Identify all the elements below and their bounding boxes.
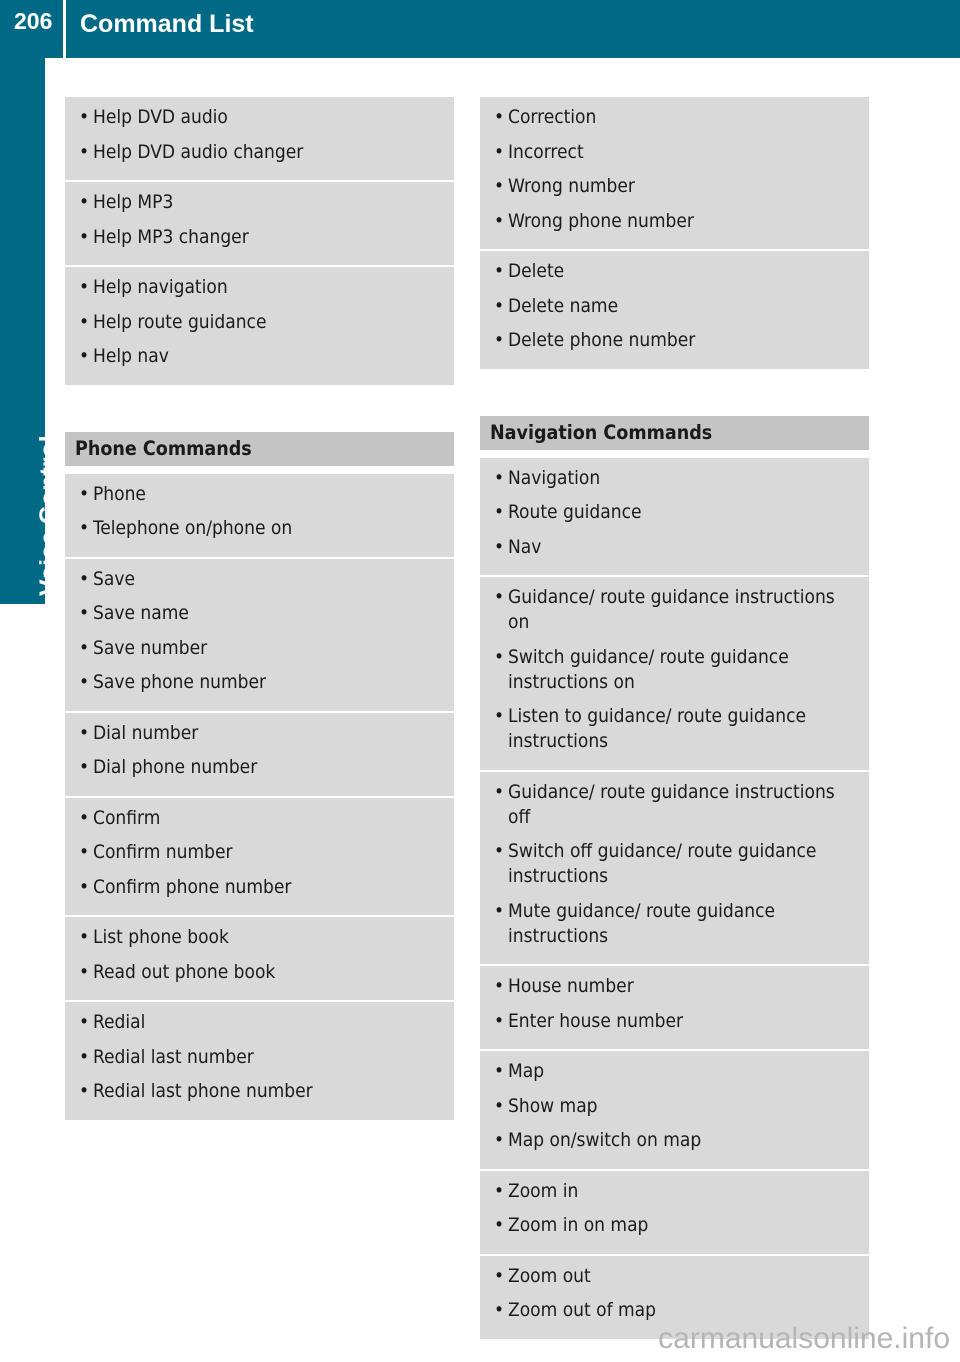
command-box (65, 798, 454, 918)
command-item: • Zoom out (492, 1264, 857, 1289)
command-box (65, 97, 454, 182)
command-box (480, 458, 869, 578)
command-item: • Read out phone book (77, 960, 442, 985)
command-box (65, 917, 454, 1002)
command-item: • Help DVD audio changer (77, 140, 442, 165)
page-title: Command List (80, 10, 254, 38)
command-box (480, 577, 869, 772)
command-item: • Confirm phone number (77, 875, 442, 900)
command-item: • Navigation (492, 466, 857, 491)
page-header (0, 0, 960, 58)
command-item: • House number (492, 974, 857, 999)
right-column (480, 97, 869, 1341)
command-item: • Route guidance (492, 500, 857, 525)
command-item: • Help nav (77, 344, 442, 369)
command-box (480, 97, 869, 251)
phone-commands-heading: Phone Commands (65, 432, 454, 466)
command-item: • Zoom in (492, 1179, 857, 1204)
command-item: • Save phone number (77, 670, 442, 695)
command-item: • List phone book (77, 925, 442, 950)
command-item: • Delete phone number (492, 328, 857, 353)
command-item: • Help MP3 (77, 190, 442, 215)
command-item: • Switch off guidance/ route guidance instructions (492, 839, 857, 889)
command-item: • Switch guidance/ route guidance instructions on (492, 645, 857, 695)
watermark: carmanualsonline.info (658, 1322, 950, 1355)
command-item: • Map on/switch on map (492, 1128, 857, 1153)
command-box (480, 966, 869, 1051)
header-divider (63, 0, 66, 58)
page-number: 206 (14, 8, 53, 34)
command-item: • Delete (492, 259, 857, 284)
command-item: • Dial number (77, 721, 442, 746)
right-command-boxes (480, 97, 869, 371)
command-item: • Confirm (77, 806, 442, 831)
command-item: • Nav (492, 535, 857, 560)
command-item: • Phone (77, 482, 442, 507)
command-item: • Guidance/ route guidance instructions off (492, 780, 857, 830)
command-box (65, 1002, 454, 1122)
command-item: • Telephone on/phone on (77, 516, 442, 541)
command-item: • Incorrect (492, 140, 857, 165)
left-command-boxes (65, 97, 454, 387)
command-item: • Zoom out of map (492, 1298, 857, 1323)
side-tab-label: Voice Control (35, 435, 63, 596)
command-box (65, 713, 454, 798)
command-box (65, 182, 454, 267)
command-item: • Help navigation (77, 275, 442, 300)
left-column (65, 97, 454, 1122)
command-box (65, 559, 454, 713)
side-tab (0, 58, 63, 604)
command-item: • Help MP3 changer (77, 225, 442, 250)
command-item: • Help DVD audio (77, 105, 442, 130)
phone-command-boxes (65, 474, 454, 1122)
command-item: • Correction (492, 105, 857, 130)
command-item: • Save name (77, 601, 442, 626)
command-box (480, 772, 869, 967)
command-item: • Save number (77, 636, 442, 661)
command-box (480, 1051, 869, 1171)
command-item: • Dial phone number (77, 755, 442, 780)
command-item: • Zoom in on map (492, 1213, 857, 1238)
command-item: • Enter house number (492, 1009, 857, 1034)
command-box (480, 251, 869, 371)
command-item: • Redial last phone number (77, 1079, 442, 1104)
command-item: • Mute guidance/ route guidance instructions (492, 899, 857, 949)
command-box (65, 474, 454, 559)
command-item: • Show map (492, 1094, 857, 1119)
navigation-commands-heading: Navigation Commands (480, 416, 869, 450)
command-item: • Redial (77, 1010, 442, 1035)
command-item: • Confirm number (77, 840, 442, 865)
command-item: • Help route guidance (77, 310, 442, 335)
command-item: • Listen to guidance/ route guidance instructions (492, 704, 857, 754)
command-box (65, 267, 454, 387)
command-item: • Delete name (492, 294, 857, 319)
command-item: • Wrong phone number (492, 209, 857, 234)
navigation-command-boxes (480, 458, 869, 1341)
command-item: • Redial last number (77, 1045, 442, 1070)
command-item: • Wrong number (492, 174, 857, 199)
command-box (480, 1171, 869, 1256)
command-item: • Save (77, 567, 442, 592)
command-item: • Map (492, 1059, 857, 1084)
command-item: • Guidance/ route guidance instructions on (492, 585, 857, 635)
